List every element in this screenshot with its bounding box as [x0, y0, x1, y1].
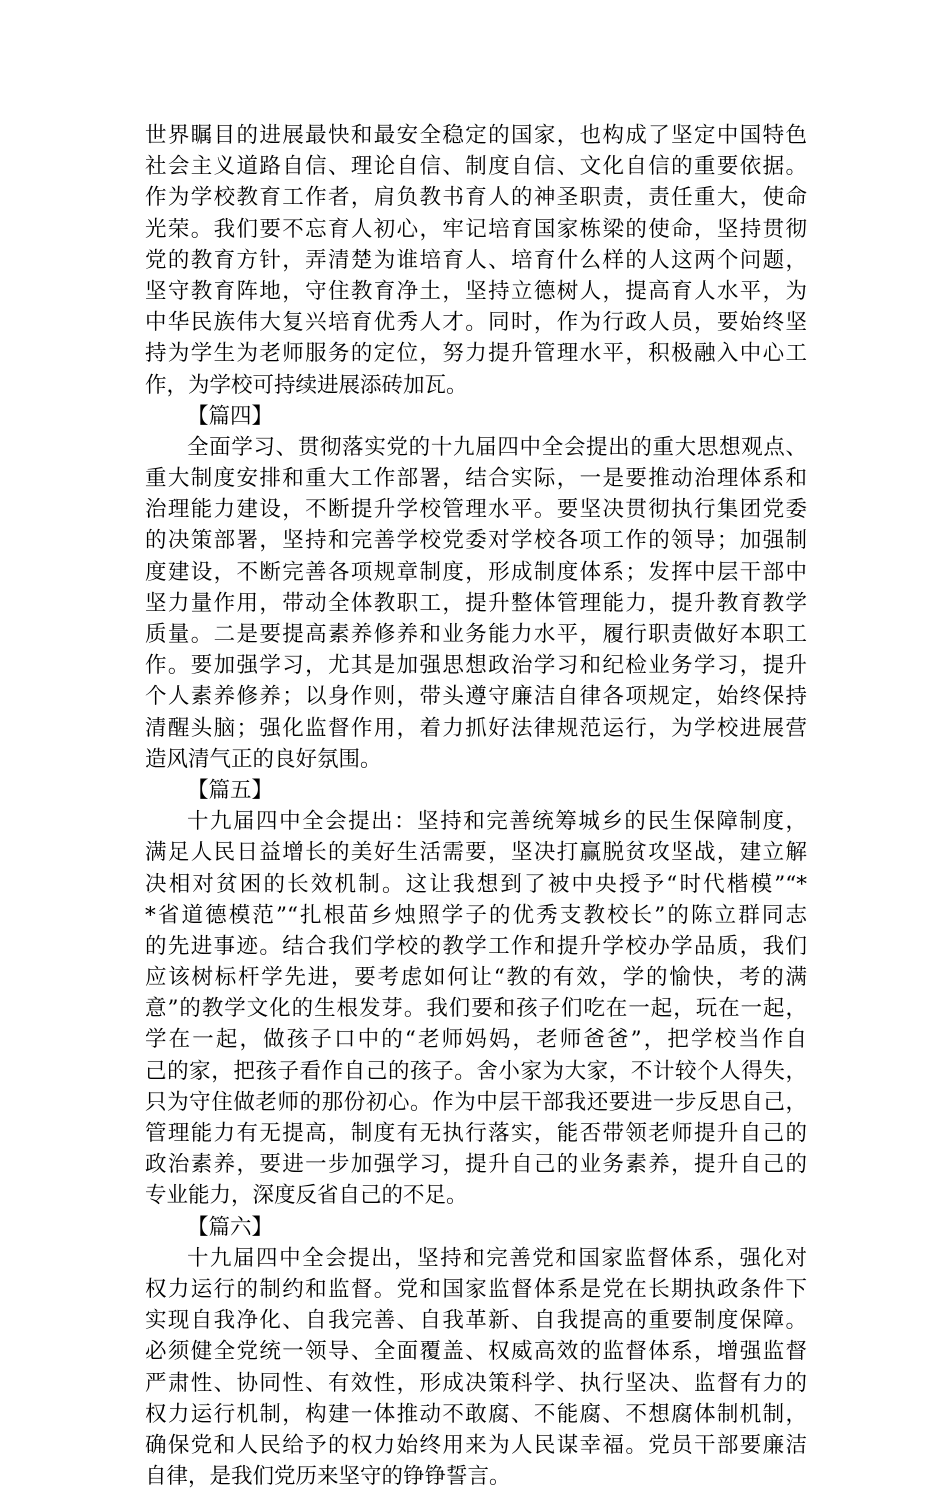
text-line: 作。要加强学习，尤其是加强思想政治学习和纪检业务学习，提升 — [145, 653, 807, 679]
text-line: 质量。二是要提高素养修养和业务能力水平，履行职责做好本职工 — [145, 622, 807, 647]
text-line: 作为学校教育工作者，肩负教书育人的神圣职责，责任重大，使命 — [145, 185, 807, 211]
text-line: *省道德模范”“扎根苗乡烛照学子的优秀支教校长”的陈立群同志 — [145, 902, 807, 928]
text-line: 十九届四中全会提出，坚持和完善党和国家监督体系，强化对 — [187, 1245, 807, 1271]
text-line: 权力运行的制约和监督。党和国家监督体系是党在长期执政条件下 — [145, 1276, 807, 1302]
text-line: 世界瞩目的进展最快和最安全稳定的国家，也构成了坚定中国特色 — [145, 123, 807, 148]
text-line: 度建设，不断完善各项规章制度，形成制度体系；发挥中层干部中 — [145, 559, 807, 585]
section-heading: 【篇六】 — [187, 1214, 274, 1240]
text-line: 作，为学校可持续进展添砖加瓦。 — [145, 372, 468, 398]
text-line: 光荣。我们要不忘育人初心，牢记培育国家栋梁的使命，坚持贯彻 — [145, 216, 807, 242]
text-line: 专业能力，深度反省自己的不足。 — [145, 1183, 468, 1209]
text-line: 坚力量作用，带动全体教职工，提升整体管理能力，提升教育教学 — [145, 590, 807, 616]
text-line: 实现自我净化、自我完善、自我革新、自我提高的重要制度保障。 — [145, 1308, 807, 1334]
text-line: 全面学习、贯彻落实党的十九届四中全会提出的重大思想观点、 — [187, 434, 807, 460]
text-line: 社会主义道路自信、理论自信、制度自信、文化自信的重要依据。 — [145, 154, 807, 180]
text-line: 十九届四中全会提出：坚持和完善统筹城乡的民生保障制度， — [187, 809, 807, 835]
text-line: 的先进事迹。结合我们学校的教学工作和提升学校办学品质，我们 — [145, 933, 807, 959]
section-heading: 【篇五】 — [187, 777, 274, 803]
text-line: 权力运行机制，构建一体推动不敢腐、不能腐、不想腐体制机制， — [145, 1401, 807, 1427]
text-line: 管理能力有无提高，制度有无执行落实，能否带领老师提升自己的 — [145, 1121, 807, 1146]
text-line: 严肃性、协同性、有效性，形成决策科学、执行坚决、监督有力的 — [145, 1370, 807, 1396]
text-line: 意”的教学文化的生根发芽。我们要和孩子们吃在一起，玩在一起， — [145, 996, 807, 1022]
text-line: 的决策部署，坚持和完善学校党委对学校各项工作的领导；加强制 — [145, 528, 807, 554]
text-line: 持为学生为老师服务的定位，努力提升管理水平，积极融入中心工 — [145, 341, 807, 367]
text-line: 重大制度安排和重大工作部署，结合实际，一是要推动治理体系和 — [145, 466, 807, 492]
text-line: 应该树标杆学先进，要考虑如何让“教的有效，学的愉快，考的满 — [145, 965, 807, 991]
text-line: 中华民族伟大复兴培育优秀人才。同时，作为行政人员，要始终坚 — [145, 310, 807, 336]
text-line: 确保党和人民给予的权力始终用来为人民谋幸福。党员干部要廉洁 — [145, 1432, 807, 1458]
text-line: 决相对贫困的长效机制。这让我想到了被中央授予“时代楷模”“* — [145, 871, 807, 897]
text-line: 学在一起，做孩子口中的“老师妈妈，老师爸爸”，把学校当作自 — [145, 1027, 807, 1053]
text-line: 必须健全党统一领导、全面覆盖、权威高效的监督体系，增强监督 — [145, 1339, 807, 1365]
text-line: 坚守教育阵地，守住教育净土，坚持立德树人，提高育人水平，为 — [145, 278, 807, 304]
text-line: 政治素养，要进一步加强学习，提升自己的业务素养，提升自己的 — [145, 1152, 807, 1178]
text-line: 个人素养修养；以身作则，带头遵守廉洁自律各项规定，始终保持 — [145, 684, 807, 710]
text-line: 己的家，把孩子看作自己的孩子。舍小家为大家，不计较个人得失， — [145, 1058, 807, 1084]
text-line: 满足人民日益增长的美好生活需要，坚决打赢脱贫攻坚战，建立解 — [145, 840, 807, 866]
text-line: 党的教育方针，弄清楚为谁培育人、培育什么样的人这两个问题， — [145, 247, 807, 273]
text-line: 造风清气正的良好氛围。 — [145, 746, 382, 772]
section-heading: 【篇四】 — [187, 403, 274, 429]
text-line: 治理能力建设，不断提升学校管理水平。要坚决贯彻执行集团党委 — [145, 497, 807, 523]
text-line: 清醒头脑；强化监督作用，着力抓好法律规范运行，为学校进展营 — [145, 715, 807, 741]
document-page — [145, 120, 807, 1492]
text-line: 只为守住做老师的那份初心。作为中层干部我还要进一步反思自己， — [145, 1089, 807, 1115]
text-line: 自律，是我们党历来坚守的铮铮誓言。 — [145, 1464, 511, 1490]
